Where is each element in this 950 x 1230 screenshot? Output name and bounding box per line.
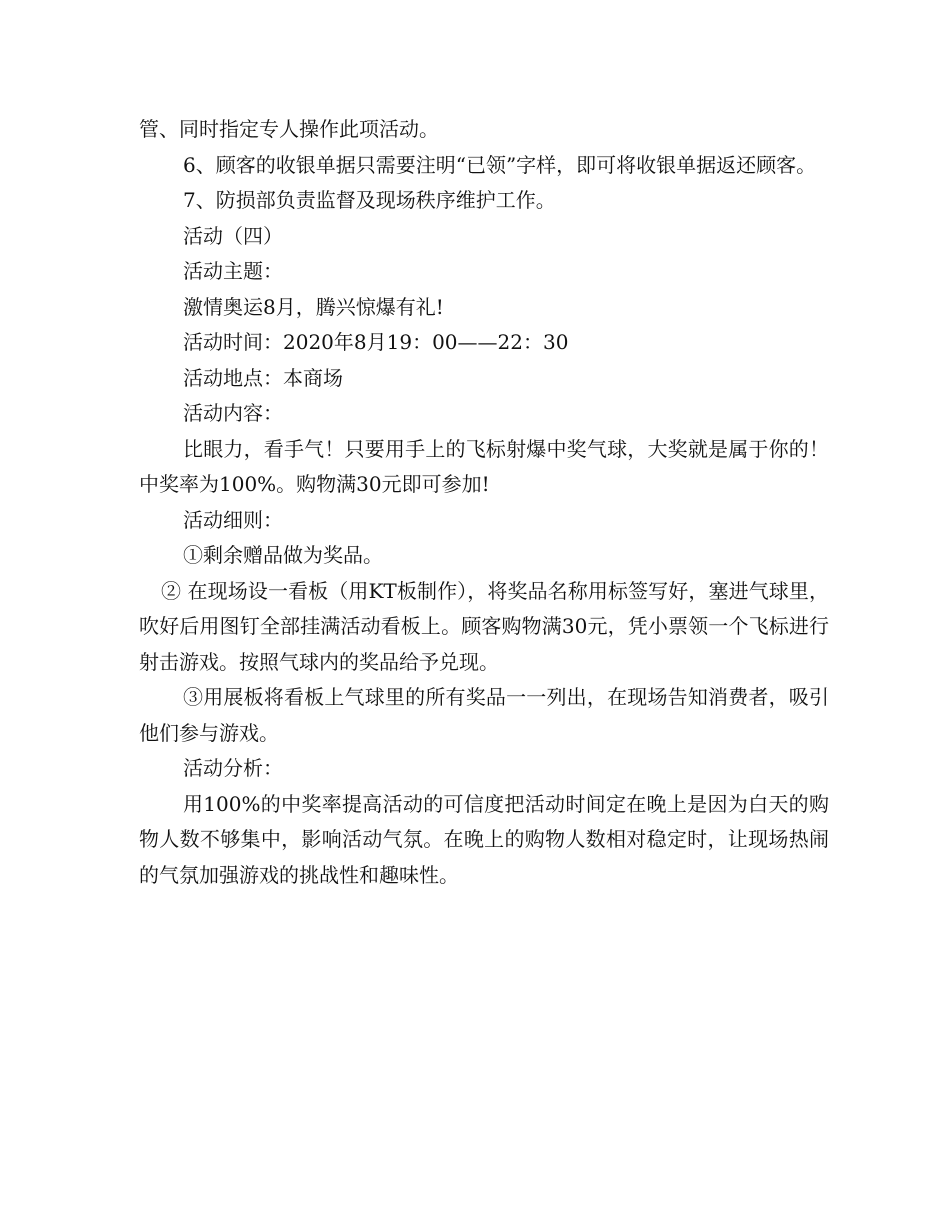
label-activity-analysis: 活动分析： bbox=[183, 756, 283, 780]
activity-content-text: 比眼力，看手气！只要用手上的飞标射爆中奖气球，大奖就是属于你的！中奖率为100%。购物满30元即可参加! bbox=[139, 436, 829, 496]
paragraph-item-6: 6、顾客的收银单据只需要注明“已领”字样，即可将收银单据返还顾客。 bbox=[183, 152, 817, 177]
label-activity-content: 活动内容： bbox=[183, 401, 283, 425]
activity-time: 活动时间：2020年8月19：00——22：30 bbox=[183, 330, 569, 354]
label-activity-theme: 活动主题： bbox=[183, 259, 283, 283]
paragraph-continuation: 管、同时指定专人操作此项活动。 bbox=[139, 117, 439, 141]
document-body bbox=[139, 112, 829, 893]
rule-item-3: ③用展板将看板上气球里的所有奖品一一列出，在现场告知消费者，吸引他们参与游戏。 bbox=[139, 685, 829, 745]
rule-item-1: ①剩余赠品做为奖品。 bbox=[183, 543, 383, 567]
section-heading-activity-4: 活动（四） bbox=[183, 223, 283, 248]
activity-location: 活动地点：本商场 bbox=[183, 365, 343, 390]
paragraph-item-7: 7、防损部负责监督及现场秩序维护工作。 bbox=[183, 188, 556, 212]
activity-theme-text: 激情奥运8月，腾兴惊爆有礼! bbox=[183, 294, 444, 319]
rule-item-2: ② 在现场设一看板（用KT板制作），将奖品名称用标签写好，塞进气球里，吹好后用图钉全部挂满活动看板上。顾客购物满30元，凭小票领一个飞标进行射击游戏。按照气球内的奖品给予兑现。 bbox=[139, 578, 829, 674]
activity-analysis-text: 用100%的中奖率提高活动的可信度把活动时间定在晚上是因为白天的购物人数不够集中，影响活动气氛。在晚上的购物人数相对稳定时，让现场热闹的气氛加强游戏的挑战性和趣味性。 bbox=[139, 791, 829, 887]
label-activity-rules: 活动细则： bbox=[183, 507, 283, 532]
